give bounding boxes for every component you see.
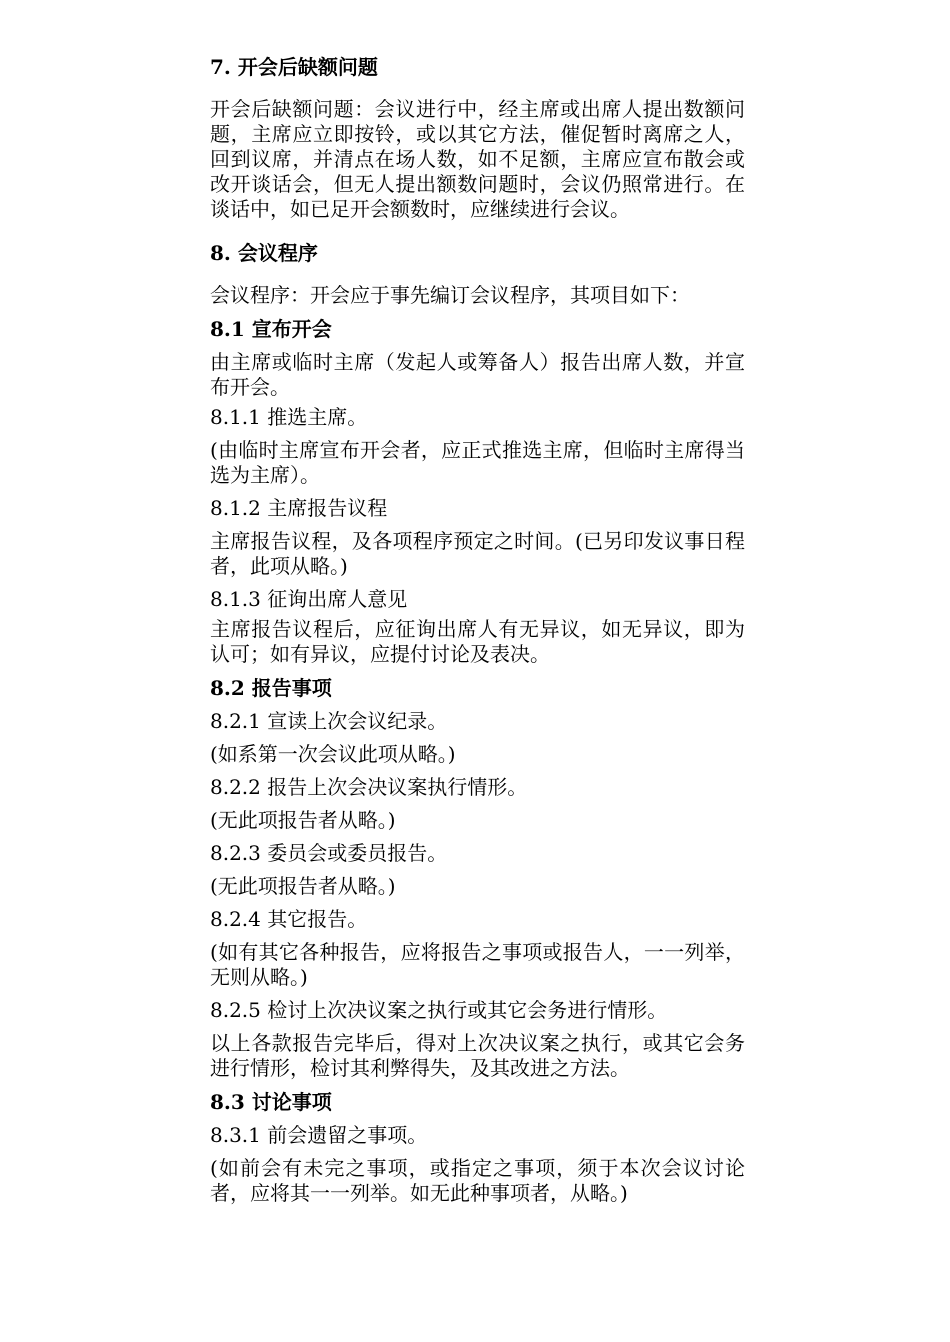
- section-8-heading: 8. 会议程序: [210, 241, 318, 265]
- section-8-1-paragraph: 由主席或临时主席（发起人或筹备人）报告出席人数，并宣布开会。: [210, 350, 745, 399]
- item-8-2-4-note: (如有其它各种报告，应将报告之事项或报告人，一一列举，无则从略。): [210, 940, 745, 989]
- item-8-3-1: 8.3.1 前会遗留之事项。: [210, 1123, 428, 1147]
- item-8-1-2-body: 主席报告议程，及各项程序预定之时间。(已另印发议事日程者，此项从略。): [210, 529, 745, 578]
- item-8-2-1: 8.2.1 宣读上次会议纪录。: [210, 709, 448, 733]
- item-8-2-2-note: (无此项报告者从略。): [210, 808, 396, 832]
- section-7-heading: 7. 开会后缺额问题: [210, 55, 378, 79]
- section-7-paragraph: 开会后缺额问题：会议进行中，经主席或出席人提出数额问题，主席应立即按铃，或以其它方法，催促暂时离席之人，回到议席，并清点在场人数，如不足额，主席应宣布散会或改开谈话会，但无人提出额数问题时，会议仍照常进行。在谈话中，如已足开会额数时，应继续进行会议。: [210, 97, 745, 221]
- section-8-2-heading: 8.2 报告事项: [210, 676, 332, 700]
- item-8-2-2: 8.2.2 报告上次会决议案执行情形。: [210, 775, 528, 799]
- item-8-1-1-note: (由临时主席宣布开会者，应正式推选主席，但临时主席得当选为主席）。: [210, 438, 745, 487]
- section-8-paragraph: 会议程序：开会应于事先编订会议程序，其项目如下：: [210, 283, 690, 307]
- item-8-1-1: 8.1.1 推选主席。: [210, 405, 368, 429]
- item-8-1-3: 8.1.3 征询出席人意见: [210, 587, 408, 611]
- item-8-2-3: 8.2.3 委员会或委员报告。: [210, 841, 448, 865]
- item-8-2-5: 8.2.5 检讨上次决议案之执行或其它会务进行情形。: [210, 998, 668, 1022]
- item-8-1-2: 8.1.2 主席报告议程: [210, 496, 388, 520]
- section-8-1-heading: 8.1 宣布开会: [210, 317, 332, 341]
- document-body: [210, 54, 745, 1206]
- item-8-3-1-note: (如前会有未完之事项，或指定之事项，须于本次会议讨论者，应将其一一列举。如无此种事项者，从略。): [210, 1156, 745, 1205]
- section-8-3-heading: 8.3 讨论事项: [210, 1090, 332, 1114]
- item-8-2-4: 8.2.4 其它报告。: [210, 907, 368, 931]
- item-8-2-5-body: 以上各款报告完毕后，得对上次决议案之执行，或其它会务进行情形，检讨其利弊得失，及其改进之方法。: [210, 1031, 745, 1080]
- item-8-2-3-note: (无此项报告者从略。): [210, 874, 396, 898]
- item-8-1-3-body: 主席报告议程后，应征询出席人有无异议，如无异议，即为认可；如有异议，应提付讨论及表决。: [210, 617, 745, 666]
- item-8-2-1-note: (如系第一次会议此项从略。): [210, 742, 456, 766]
